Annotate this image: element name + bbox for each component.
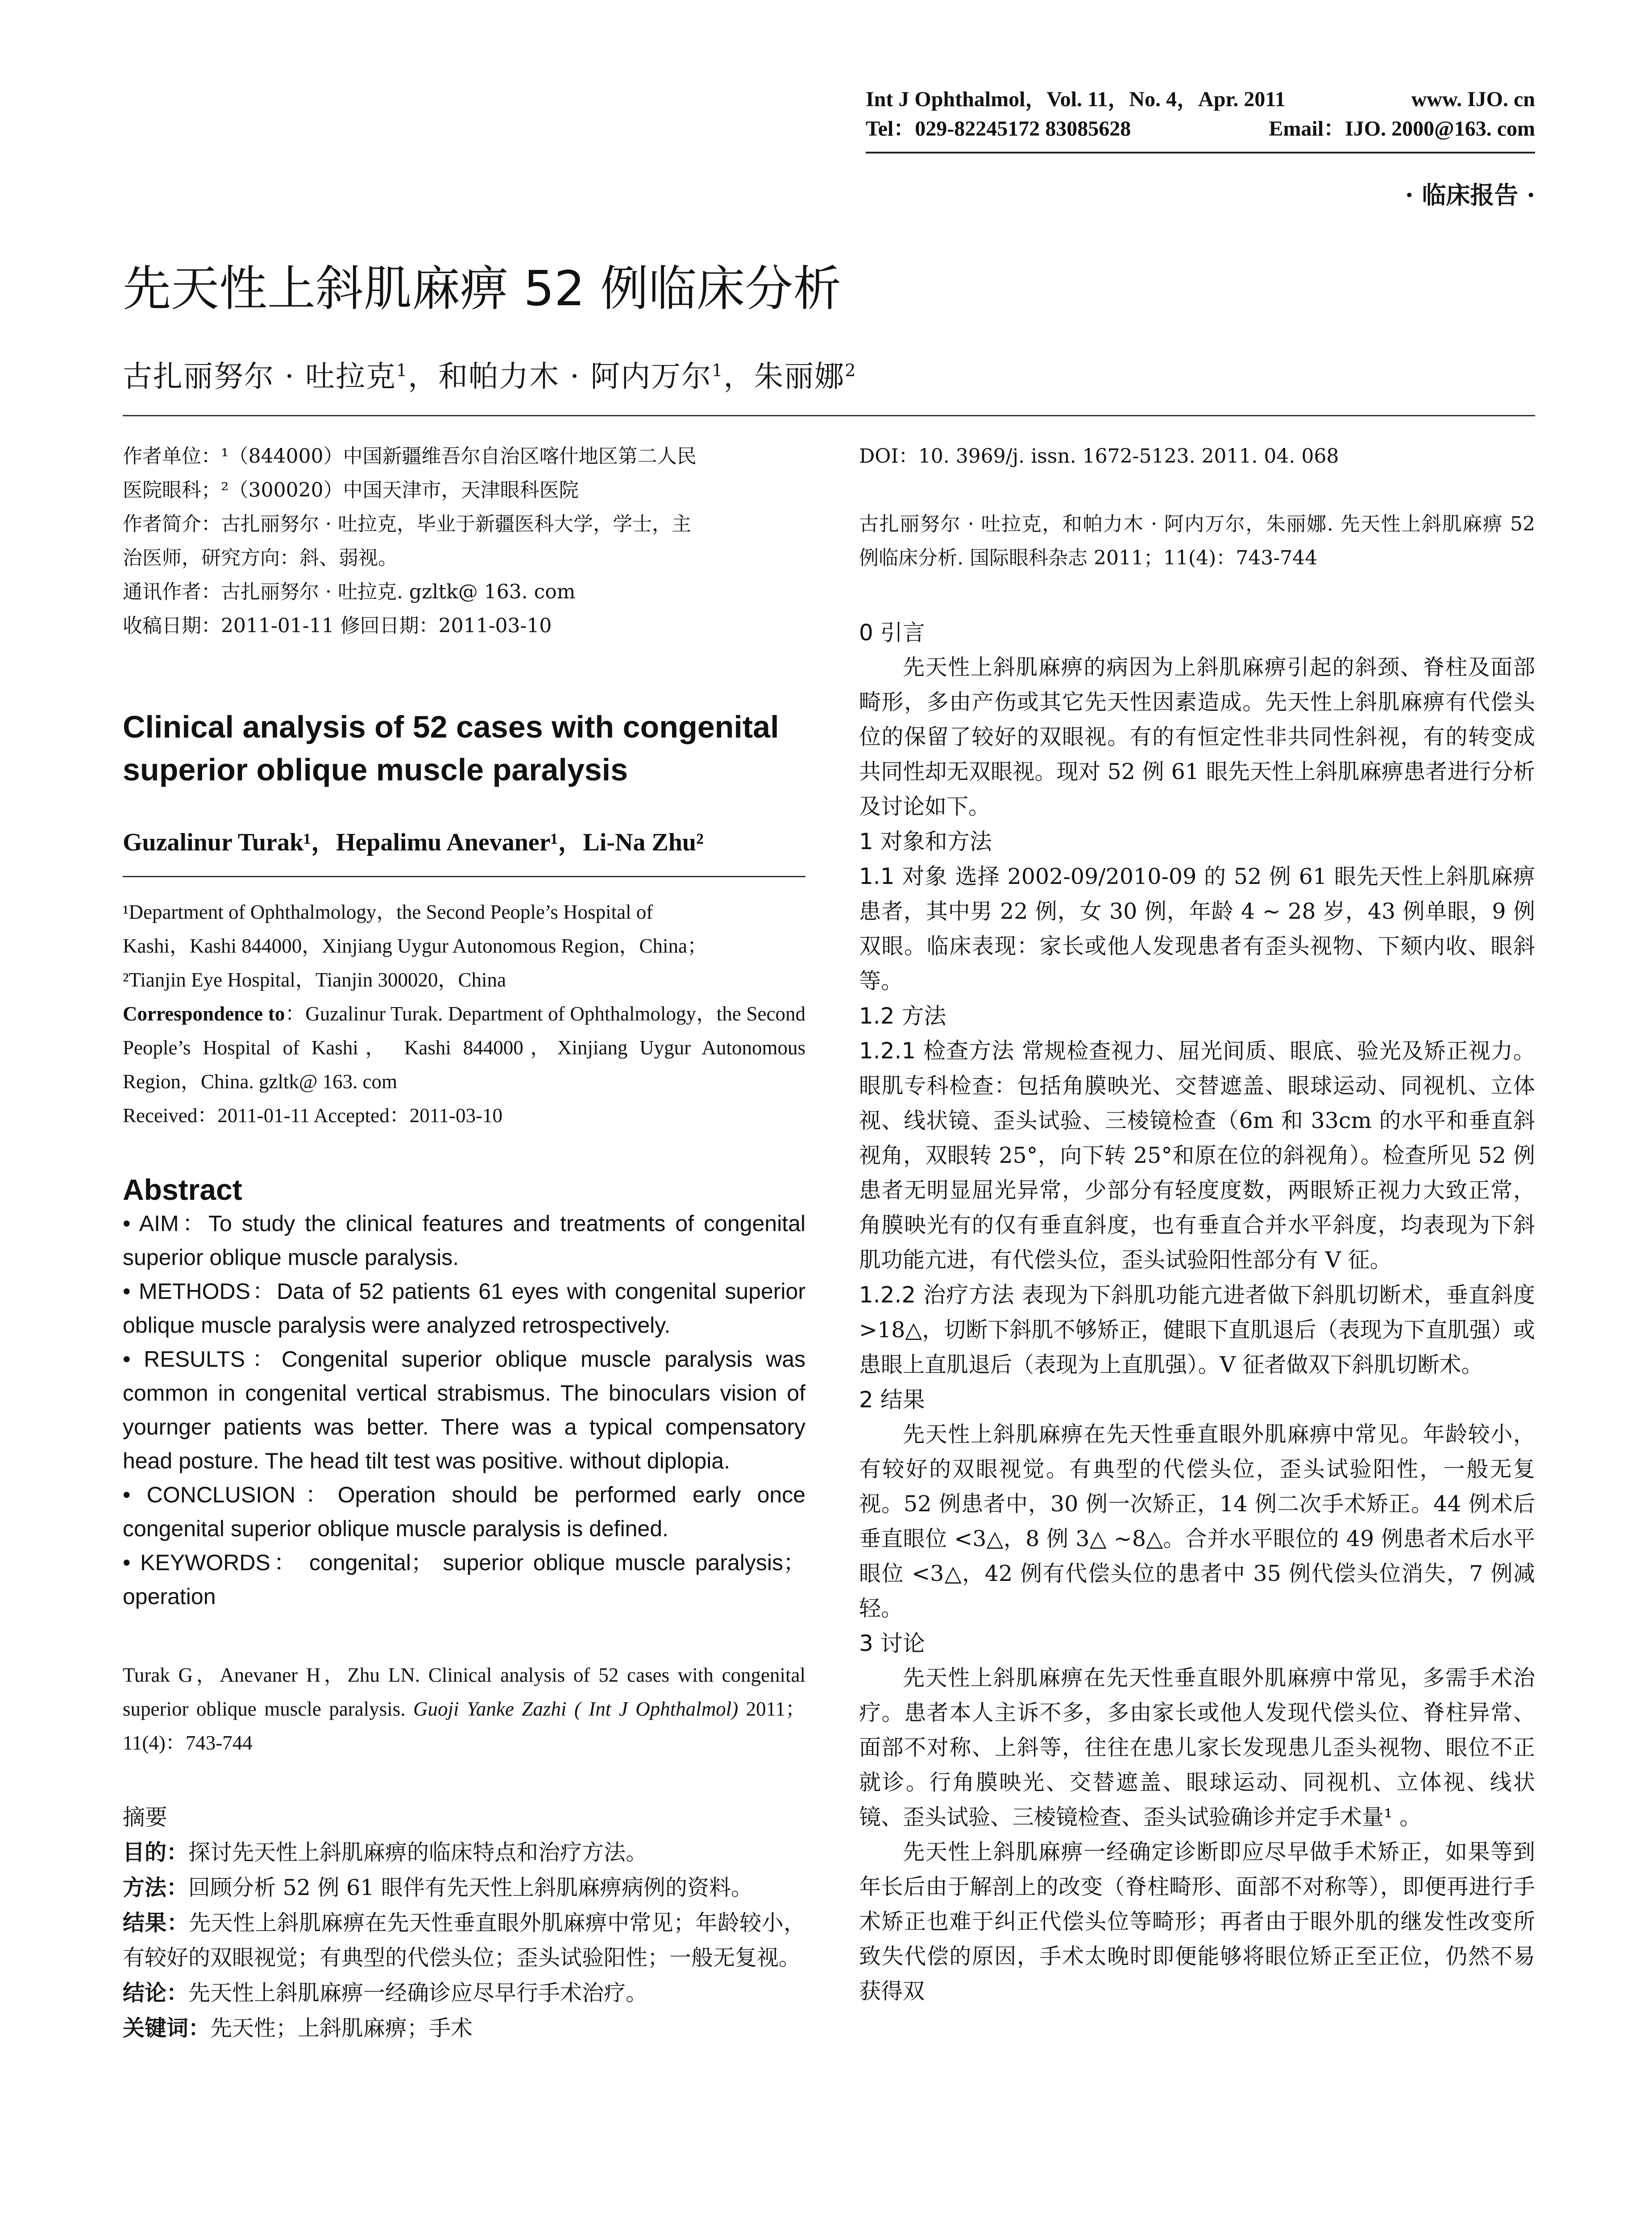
- abstract-zh-label: 目的：: [123, 1839, 189, 1865]
- citation-en: [123, 1658, 805, 1760]
- heading-exam-methods: 1.2.1 检查方法: [859, 1038, 1015, 1064]
- author-3-zh: ，朱丽娜: [723, 359, 845, 394]
- correspondence-text: ：Guzalinur Turak. Department of Ophthalmology，the Second People’s Hospital of Kashi， Kashi 844000，Xinjiang Uygur Autonomous Region，China. gzltk@ 163. com: [123, 1003, 805, 1093]
- citation-en-journal: Guoji Yanke Zazhi ( Int J Ophthalmol): [413, 1698, 739, 1720]
- heading-discussion: 3 讨论: [859, 1630, 925, 1656]
- heading-treatment-methods: 1.2.2 治疗方法: [859, 1282, 1015, 1308]
- paragraph-exam-methods-text: 常规检查视力、屈光间质、眼底、验光及矫正视力。眼肌专科检查：包括角膜映光、交替遮盖、眼球运动、同视机、立体视、线状镜、歪头试验、三棱镜检查（6m 和 33cm 的水平和垂直斜视角，双眼转 25°，向下转 25°和原在位的斜视角）。检查所见 52 例患者无明显屈光异常，少部分有轻度度数，两眼矫正视力大致正常，角膜映光有的仅有垂直斜度，也有垂直合并水平斜度，均表现为下斜肌功能亢进，有代偿头位，歪头试验阳性部分有 V 征。: [859, 1038, 1536, 1273]
- heading-subjects-methods: 1 对象和方法: [859, 829, 992, 854]
- article-title-zh: 先天性上斜肌麻痹 52 例临床分析: [123, 261, 842, 317]
- abstract-zh-label: 结果：: [123, 1910, 189, 1936]
- affiliation-block-zh: [123, 440, 805, 643]
- author-1-zh: 古扎丽努尔 · 吐拉克: [123, 359, 396, 394]
- correspondence-label: Correspondence to: [123, 1003, 285, 1025]
- abstract-conclusion: • CONCLUSION：Operation should be performed early once congenital superior oblique muscle paralysis is defined.: [123, 1482, 805, 1541]
- abstract-zh-objective: [123, 1835, 805, 1870]
- paragraph-subjects-text: 选择 2002-09/2010-09 的 52 例 61 眼先天性上斜肌麻痹患者，其中男 22 例，女 30 例，年龄 4 ~ 28 岁，43 例单眼，9 例双眼。临床表现：家长或他人发现患者有歪头视物、下颏内收、眼斜等。: [859, 864, 1535, 994]
- abstract-aim: • AIM：To study the clinical features and treatments of congenital superior oblique muscle paralysis.: [123, 1211, 805, 1270]
- correspondence-en: [123, 997, 805, 1099]
- abstract-zh-text: 先天性上斜肌麻痹一经确诊应尽早行手术治疗。: [188, 1980, 648, 2006]
- abstract-zh-methods: [123, 1870, 805, 1905]
- paragraph-results: 先天性上斜肌麻痹在先天性垂直眼外肌麻痹中常见。年龄较小，有较好的双眼视觉。有典型的代偿头位，歪头试验阳性，一般无复视。52 例患者中，30 例一次矫正，14 例二次手术矫正。44 例术后垂直眼位 <3△，8 例 3△ ~8△。合并水平眼位的 49 例患者术后水平眼位 <3△，42 例有代偿头位的患者中 35 例代偿头位消失，7 例减轻。: [859, 1422, 1535, 1621]
- abstract-zh: [123, 1835, 805, 2046]
- abstract-zh-text: 回顾分析 52 例 61 眼伴有先天性上斜肌麻痹病例的资料。: [188, 1875, 753, 1900]
- author-2-zh: ，和帕力木 · 阿内万尔: [408, 359, 712, 394]
- heading-introduction: 0 引言: [859, 620, 925, 646]
- heading-subjects: 1.1 对象: [859, 863, 948, 889]
- journal-email: Email：IJO. 2000@163. com: [1269, 117, 1535, 141]
- paragraph-discussion-2: 先天性上斜肌麻痹一经确定诊断即应尽早做手术矫正，如果等到年长后由于解剖上的改变（脊柱畸形、面部不对称等），即便再进行手术矫正也难于纠正代偿头位等畸形；再者由于眼外肌的继发性改变所致失代偿的原因，手术太晚时即便能够将眼位矫正至正位，仍然不易获得双: [859, 1839, 1535, 2004]
- doi: DOI：10. 3969/j. issn. 1672-5123. 2011. 04. 068: [859, 445, 1339, 468]
- paragraph-discussion-1: 先天性上斜肌麻痹在先天性垂直眼外肌麻痹中常见，多需手术治疗。患者本人主诉不多，多由家长或他人发现代偿头位、脊柱异常、面部不对称、上斜等，往往在患儿家长发现患儿歪头视物、眼位不正就诊。行角膜映光、交替遮盖、眼球运动、同视机、立体视、线状镜、歪头试验、三棱镜检查、歪头试验确诊并定手术量¹ 。: [859, 1665, 1535, 1830]
- abstract-zh-text: 先天性；上斜肌麻痹；手术: [210, 2015, 473, 2041]
- affiliation-en-line: ¹Department of Ophthalmology，the Second People’s Hospital of: [123, 901, 653, 923]
- abstract-zh-keywords: [123, 2011, 805, 2046]
- abstract-zh-text: 先天性上斜肌麻痹在先天性垂直眼外肌麻痹中常见；年龄较小，有较好的双眼视觉；有典型的代偿头位；歪头试验阳性；一般无复视。: [123, 1910, 805, 1970]
- abstract-zh-label: 结论：: [123, 1980, 189, 2006]
- journal-header: [866, 85, 1535, 144]
- abstract-zh-label: 方法：: [123, 1874, 189, 1900]
- authors-divider: [123, 415, 1535, 416]
- author-bio-line: 治医师，研究方向：斜、弱视。: [123, 547, 398, 569]
- authors-en: Guzalinur Turak¹，Hepalimu Anevaner¹，Li-Na Zhu²: [123, 829, 704, 856]
- authors-zh: [123, 352, 856, 395]
- paragraph-introduction: 先天性上斜肌麻痹的病因为上斜肌麻痹引起的斜颈、脊柱及面部畸形，多由产伤或其它先天性因素造成。先天性上斜肌麻痹有代偿头位的保留了较好的双眼视。有的有恒定性非共同性斜视，有的转变成共同性却无双眼视。现对 52 例 61 眼先天性上斜肌麻痹患者进行分析及讨论如下。: [859, 655, 1535, 819]
- affiliation-line: 作者单位：¹（844000）中国新疆维吾尔自治区喀什地区第二人民: [123, 445, 697, 468]
- abstract-zh-text: 探讨先天性上斜肌麻痹的临床特点和治疗方法。: [188, 1840, 648, 1865]
- received-dates-en: Received：2011-01-11 Accepted：2011-03-10: [123, 1104, 503, 1127]
- affiliation-en-line: Kashi，Kashi 844000，Xinjiang Uygur Autonomous Region，China；: [123, 935, 707, 957]
- author-bio-line: 作者简介：古扎丽努尔 · 吐拉克，毕业于新疆医科大学，学士，主: [123, 513, 691, 535]
- abstract-methods: • METHODS：Data of 52 patients 61 eyes with congenital superior oblique muscle paralysis were analyzed retrospectively.: [123, 1279, 805, 1338]
- paragraph-treatment-methods: [859, 1277, 1535, 1382]
- journal-website: www. IJO. cn: [1411, 87, 1535, 111]
- heading-results: 2 结果: [859, 1387, 925, 1413]
- section-label: · 临床报告 ·: [1405, 181, 1535, 209]
- abstract-results: • RESULTS：Congenital superior oblique muscle paralysis was common in congenital vertical strabismus. The binoculars vision of yournger patients was better. There was a typical compensatory head posture. The head tilt test was positive. without diplopia.: [123, 1347, 805, 1473]
- author-1-affil-mark: 1: [396, 361, 408, 380]
- abstract-keywords: • KEYWORDS： congenital； superior oblique muscle paralysis；operation: [123, 1550, 805, 1609]
- author-2-affil-mark: 1: [712, 361, 724, 380]
- header-divider: [866, 152, 1535, 153]
- affiliation-line: 医院眼科；²（300020）中国天津市，天津眼科医院: [123, 479, 579, 502]
- citation-en-text: Turak G，Anevaner H，Zhu LN. Clinical analysis of 52 cases with congenital superior oblique muscle paralysis.: [123, 1664, 805, 1720]
- citation-en-volume: 2011；11(4)：743-744: [123, 1698, 805, 1754]
- paragraph-treatment-methods-text: 表现为下斜肌功能亢进者做下斜肌切断术，垂直斜度 >18△，切断下斜肌不够矫正，健眼下直肌退后（表现为下直肌强）或患眼上直肌退后（表现为上直肌强）。V 征者做双下斜肌切断术。: [859, 1282, 1536, 1377]
- citation-zh: 古扎丽努尔 · 吐拉克，和帕力木 · 阿内万尔，朱丽娜. 先天性上斜肌麻痹 52 例临床分析. 国际眼科杂志 2011；11(4)：743-744: [859, 513, 1535, 569]
- abstract-zh-label: 关键词：: [123, 2015, 211, 2041]
- abstract-zh-conclusion: [123, 1975, 805, 2011]
- paragraph-exam-methods: [859, 1033, 1535, 1277]
- left-column: [123, 440, 805, 2046]
- abstract-zh-heading: 摘要: [123, 1804, 167, 1830]
- right-column: [859, 440, 1535, 2009]
- journal-telephone: Tel：029-82245172 83085628: [866, 117, 1131, 141]
- received-dates-zh: 收稿日期：2011-01-11 修回日期：2011-03-10: [123, 614, 552, 637]
- abstract-heading: Abstract: [123, 1173, 242, 1206]
- paragraph-subjects: [859, 859, 1535, 999]
- affiliation-en-line: ²Tianjin Eye Hospital，Tianjin 300020，China: [123, 969, 506, 991]
- abstract-en: [123, 1207, 805, 1613]
- affiliation-block-en: [123, 895, 805, 1132]
- article-title-en: Clinical analysis of 52 cases with congenital superior oblique muscle paralysis: [123, 709, 779, 787]
- abstract-zh-results: [123, 1905, 805, 1975]
- corresponding-author-line: 通讯作者：古扎丽努尔 · 吐拉克. gzltk@ 163. com: [123, 581, 576, 603]
- heading-methods: 1.2 方法: [859, 1003, 946, 1029]
- author-3-affil-mark: 2: [845, 361, 857, 380]
- journal-citation-line: Int J Ophthalmol，Vol. 11，No. 4，Apr. 2011: [866, 87, 1286, 111]
